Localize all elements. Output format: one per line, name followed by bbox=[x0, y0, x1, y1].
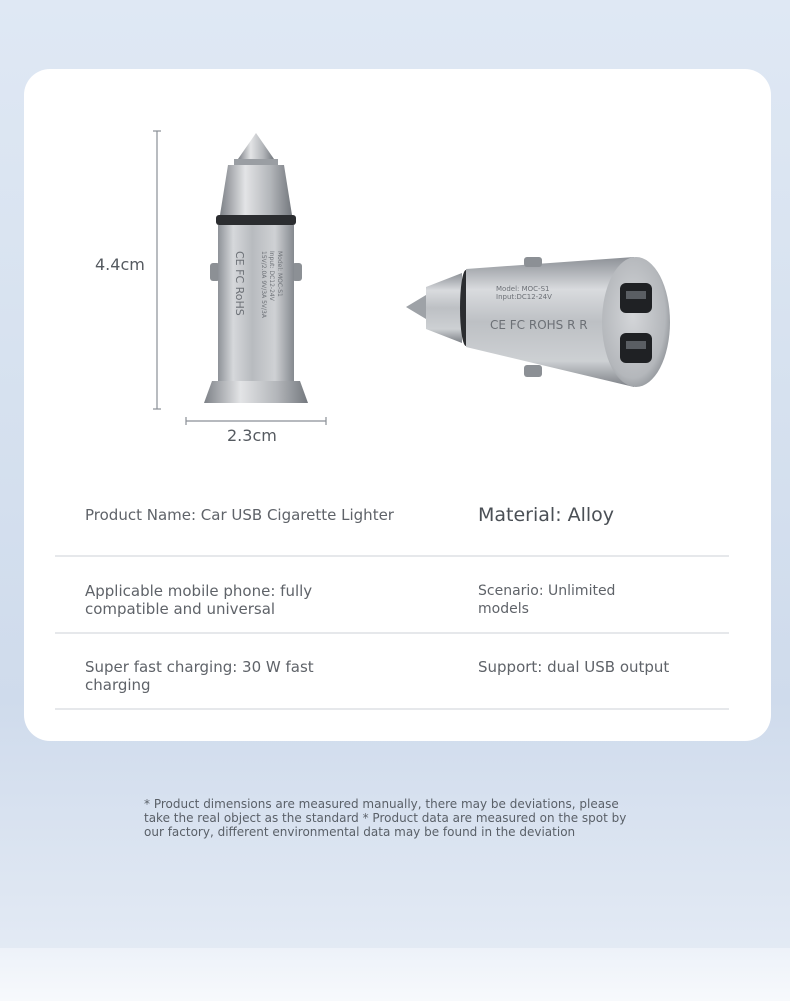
height-dimension-line bbox=[152, 129, 162, 411]
vertical-model-text: Model: MOC-S1 bbox=[276, 251, 283, 297]
vertical-output-text: 15V/2.0A 9V/3A 5V/3A bbox=[260, 251, 267, 318]
spec-scenario: Scenario: Unlimited models bbox=[478, 583, 616, 617]
side-model-text: Model: MOC-S1 bbox=[496, 285, 550, 293]
spec-material: Material: Alloy bbox=[478, 504, 615, 526]
side-cert-text: CE FC ROHS R R bbox=[490, 318, 588, 332]
spec-divider-1 bbox=[55, 555, 729, 557]
vertical-input-text: Input: DC12-24V bbox=[268, 251, 275, 301]
spec-divider-3 bbox=[55, 708, 729, 710]
spec-usb-output: Support: dual USB output bbox=[478, 658, 670, 676]
height-label: 4.4cm bbox=[95, 255, 145, 274]
footnote: * Product dimensions are measured manually, there may be deviations, please take the real object as the standard * Product data are measured on the spot by our factory, different environmental data may be found in the deviation bbox=[144, 797, 627, 839]
width-dimension-line bbox=[184, 416, 328, 426]
side-input-text: Input:DC12-24V bbox=[496, 293, 552, 301]
vertical-cert-text: CE FC RoHS bbox=[233, 251, 246, 316]
spec-fast-charging: Super fast charging: 30 W fast charging bbox=[85, 658, 314, 694]
charger-side-image bbox=[404, 247, 674, 397]
product-info-card bbox=[24, 69, 771, 741]
width-label: 2.3cm bbox=[227, 426, 277, 445]
spec-applicable-phone: Applicable mobile phone: fully compatible and universal bbox=[85, 582, 313, 618]
spec-product-name: Product Name: Car USB Cigarette Lighter bbox=[85, 506, 394, 524]
charger-front-image bbox=[182, 131, 330, 407]
spec-divider-2 bbox=[55, 632, 729, 634]
bottom-background-strip bbox=[0, 948, 790, 1001]
